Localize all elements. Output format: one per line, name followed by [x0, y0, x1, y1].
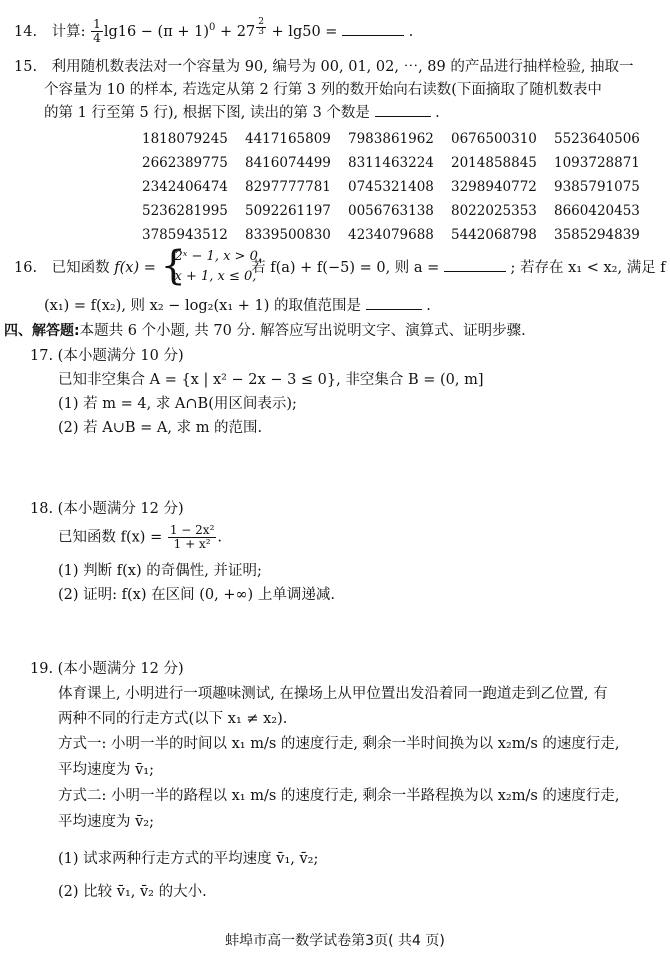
fraction-numerator: 1: [93, 17, 101, 32]
page-footer: 蚌埠市高一数学试卷第3页( 共4 页): [225, 933, 445, 949]
answer-blank[interactable]: [366, 297, 422, 310]
random-table-cell: 0745321408: [348, 179, 434, 195]
random-table-cell: 8660420453: [554, 203, 640, 219]
question-text: 利用随机数表法对一个容量为 90, 编号为 00, 01, 02, ⋯, 89 的产品进行抽样检验, 抽取一: [51, 59, 634, 75]
question-text: 若 f(a) + f(−5) = 0, 则 a =: [251, 260, 440, 276]
question-15-line-2: 个容量为 10 的样本, 若选定从第 2 行第 3 列的数开始向右读数(下面摘取了随机数表中: [44, 82, 602, 98]
question-prefix: 计算:: [51, 23, 86, 40]
random-table-cell: 8339500830: [245, 227, 331, 243]
random-table-cell: 4417165809: [245, 131, 331, 147]
question-17-heading: 17. (本小题满分 10 分): [30, 348, 184, 364]
fraction-denominator: 1 + x²: [173, 537, 211, 551]
question-17-part-1: (1) 若 m = 4, 求 A∩B(用区间表示);: [58, 396, 297, 412]
question-15-line-3: [44, 103, 440, 123]
question-19-part-2: (2) 比较 v̄₁, v̄₂ 的大小.: [58, 884, 207, 900]
exponent-fraction: [256, 18, 266, 37]
fraction-numerator: 1 − 2x²: [169, 523, 215, 537]
random-table-cell: 5523640506: [554, 131, 640, 147]
random-table-cell: 9385791075: [554, 179, 640, 195]
question-number: 16.: [14, 260, 38, 276]
question-19-method-2: 方式二: 小明一半的路程以 x₁ m/s 的速度行走, 剩余一半路程换为以 x₂m/s 的速度行走,: [58, 788, 620, 804]
question-16-line-1: [14, 243, 666, 289]
question-number: 15.: [14, 59, 38, 75]
random-table-row: [142, 223, 657, 247]
question-18-text: [58, 524, 222, 556]
random-table-cell: 7983861962: [348, 131, 434, 147]
fraction-denominator: 4: [93, 31, 101, 46]
random-table-cell: 8311463224: [348, 155, 434, 171]
question-19-part-1: (1) 试求两种行走方式的平均速度 v̄₁, v̄₂;: [58, 851, 319, 867]
case-nonpositive: x + 1, x ≤ 0,: [174, 269, 257, 284]
expression-part: + lg50 =: [266, 23, 338, 40]
random-table-cell: 0056763138: [348, 203, 434, 219]
expression-part: + 27: [215, 23, 256, 40]
exponent-denominator: 3: [258, 27, 264, 37]
question-19-text: 体育课上, 小明进行一项趣味测试, 在操场上从甲位置出发沿着同一跑道走到乙位置, 有: [58, 686, 608, 702]
fraction: [91, 18, 103, 45]
section-header: [4, 321, 526, 341]
function-name: f(x) =: [114, 260, 156, 276]
fraction: [168, 524, 217, 551]
random-table-cell: 3585294839: [554, 227, 640, 243]
random-table-cell: 3298940772: [451, 179, 537, 195]
question-17-text: 已知非空集合 A = {x | x² − 2x − 3 ≤ 0}, 非空集合 B = (0, m]: [58, 372, 484, 388]
random-table-cell: 1093728871: [554, 155, 640, 171]
answer-blank[interactable]: [444, 259, 506, 272]
period: .: [435, 105, 440, 121]
random-table-cell: 2662389775: [142, 155, 228, 171]
question-text: 已知函数 f(x) =: [58, 529, 163, 546]
random-table-cell: 1818079245: [142, 131, 228, 147]
question-19-method-2-speed: 平均速度为 v̄₂;: [58, 814, 154, 830]
question-18-part-1: (1) 判断 f(x) 的奇偶性, 并证明;: [58, 563, 262, 579]
random-table-cell: 8297777781: [245, 179, 331, 195]
left-brace: {: [160, 243, 186, 289]
question-text: (x₁) = f(x₂), 则 x₂ − log₂(x₁ + 1) 的取值范围是: [44, 298, 361, 314]
random-table-cell: 5092261197: [245, 203, 331, 219]
question-15-line-1: [14, 57, 634, 77]
question-19-heading: 19. (本小题满分 12 分): [30, 661, 184, 677]
question-17-part-2: (2) 若 A∪B = A, 求 m 的范围.: [58, 420, 263, 436]
random-table-cell: 8416074499: [245, 155, 331, 171]
question-16-line-2: [44, 296, 431, 316]
period: .: [408, 23, 414, 40]
question-19-method-1-speed: 平均速度为 v̄₁;: [58, 762, 154, 778]
piecewise-function: [160, 243, 262, 289]
random-table-row: [142, 199, 657, 223]
expression-part: lg16 − (π + 1): [103, 23, 209, 40]
question-14: [14, 18, 413, 45]
section-title: 四、解答题:: [4, 323, 80, 339]
random-table-cell: 3785943512: [142, 227, 228, 243]
random-table-row: [142, 127, 657, 151]
random-table-cell: 8022025353: [451, 203, 537, 219]
random-table-cell: 0676500310: [451, 131, 537, 147]
random-table-cell: 2014858845: [451, 155, 537, 171]
question-19-text: 两种不同的行走方式(以下 x₁ ≠ x₂).: [58, 711, 288, 727]
question-text: 已知函数: [51, 260, 110, 276]
random-number-table: [142, 127, 657, 247]
period: .: [426, 298, 431, 314]
random-table-row: [142, 175, 657, 199]
random-table-row: [142, 151, 657, 175]
question-18-heading: 18. (本小题满分 12 分): [30, 501, 184, 517]
period: .: [217, 529, 222, 546]
question-number: 14.: [14, 23, 38, 40]
exponent: 0: [209, 22, 216, 33]
answer-blank[interactable]: [375, 104, 431, 117]
random-table-cell: 2342406474: [142, 179, 228, 195]
random-table-cell: 5442068798: [451, 227, 537, 243]
question-19-method-1: 方式一: 小明一半的时间以 x₁ m/s 的速度行走, 剩余一半时间换为以 x₂m/s 的速度行走,: [58, 736, 620, 752]
answer-blank[interactable]: [342, 23, 404, 36]
question-18-part-2: (2) 证明: f(x) 在区间 (0, +∞) 上单调递减.: [58, 587, 335, 603]
section-text: 本题共 6 个小题, 共 70 分. 解答应写出说明文字、演算式、证明步骤.: [79, 323, 526, 339]
question-text: 的第 1 行至第 5 行), 根据下图, 读出的第 3 个数是: [44, 105, 370, 121]
exponent-numerator: 2: [258, 17, 264, 27]
random-table-cell: 4234079688: [348, 227, 434, 243]
question-text: ; 若存在 x₁ < x₂, 满足 f: [510, 260, 666, 276]
random-table-cell: 5236281995: [142, 203, 228, 219]
case-positive: 2ˣ − 1, x > 0,: [174, 249, 262, 264]
